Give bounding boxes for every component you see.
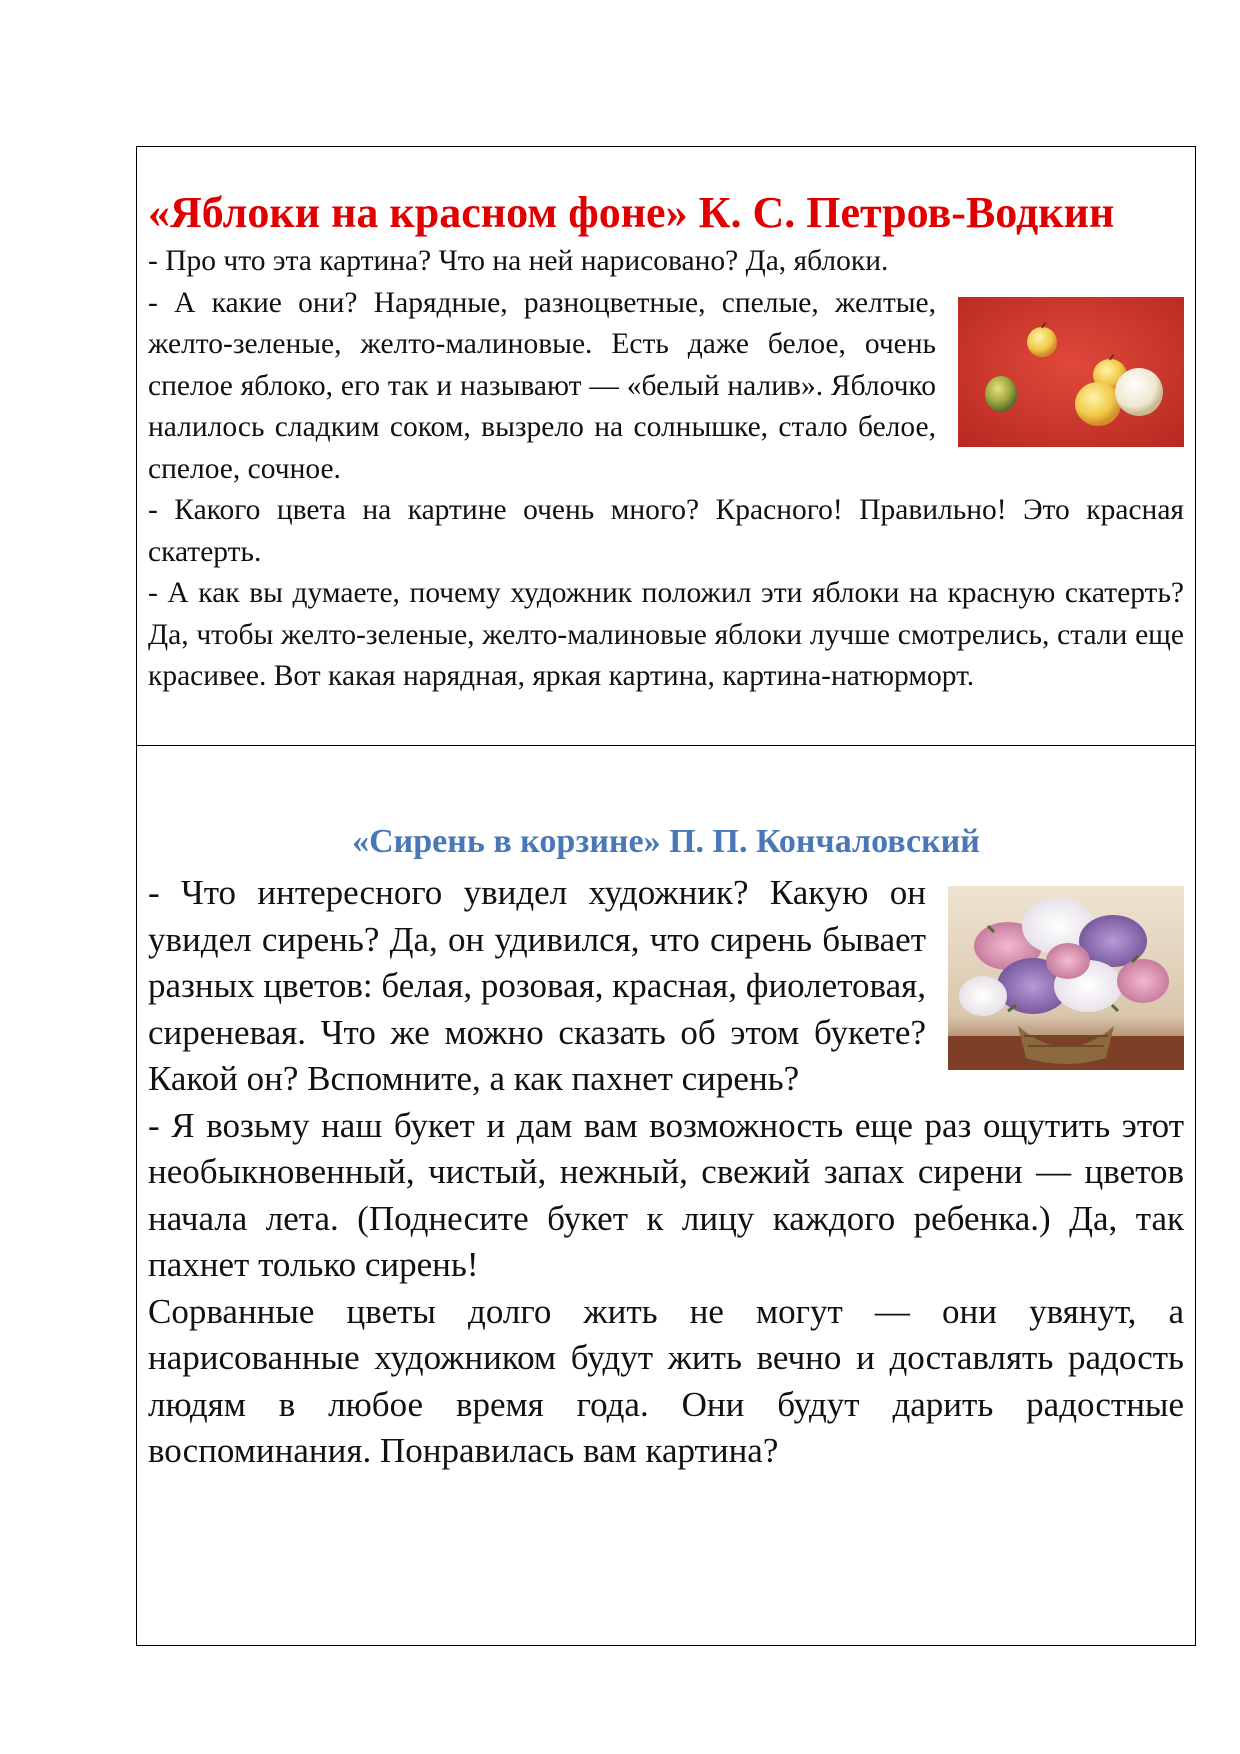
paragraph: - Я возьму наш букет и дам вам возможность еще раз ощутить этот необыкновенный, чистый, нежный, свежий запах сирени — цветов начала лета. (Поднесите букет к лицу каждого ребенка.) Да, так пахнет только сирень! bbox=[148, 1105, 1184, 1284]
section-divider bbox=[136, 745, 1196, 746]
paragraph: - А как вы думаете, почему художник положил эти яблоки на красную скатерть? Да, чтобы желто-зеленые, желто-малиновые яблоки лучше смотрелись, стали еще красивее. Вот какая нарядная, яркая картина, картина-натюрморт. bbox=[148, 577, 1184, 692]
apples-painting-image bbox=[958, 297, 1184, 447]
section-apples bbox=[148, 186, 1184, 698]
paragraph: - Что интересного увидел художник? Какую он увидел сирень? Да, он удивился, что сирень бывает разных цветов: белая, розовая, красная, фиолетовая, сиреневая. Что же можно сказать об этом букете? Какой он? Вспомните, а как пахнет сирень? bbox=[148, 873, 926, 1098]
paragraph: - Какого цвета на картине очень много? Красного! Правильно! Это красная скатерть. bbox=[148, 494, 1184, 568]
paragraph: - Про что эта картина? Что на ней нарисовано? Да, яблоки. bbox=[148, 245, 889, 277]
section-lilac bbox=[148, 820, 1184, 1475]
section-title-apples: «Яблоки на красном фоне» К. С. Петров-Водкин bbox=[148, 188, 1115, 237]
paragraph: - А какие они? Нарядные, разноцветные, спелые, желтые, желто-зеленые, желто-малиновые. Есть даже белое, очень спелое яблоко, его так и называют — «белый налив». Яблочко налилось сладким соком, вызрело на солнышке, стало белое, спелое, сочное. bbox=[148, 286, 936, 485]
lilac-painting-image bbox=[948, 886, 1184, 1070]
paragraph: Сорванные цветы долго жить не могут — они увянут, а нарисованные художником будут жить вечно и доставлять радость людям в любое время года. Они будут дарить радостные воспоминания. Понравилась вам картина? bbox=[148, 1291, 1184, 1470]
section-title-lilac: «Сирень в корзине» П. П. Кончаловский bbox=[352, 823, 980, 860]
